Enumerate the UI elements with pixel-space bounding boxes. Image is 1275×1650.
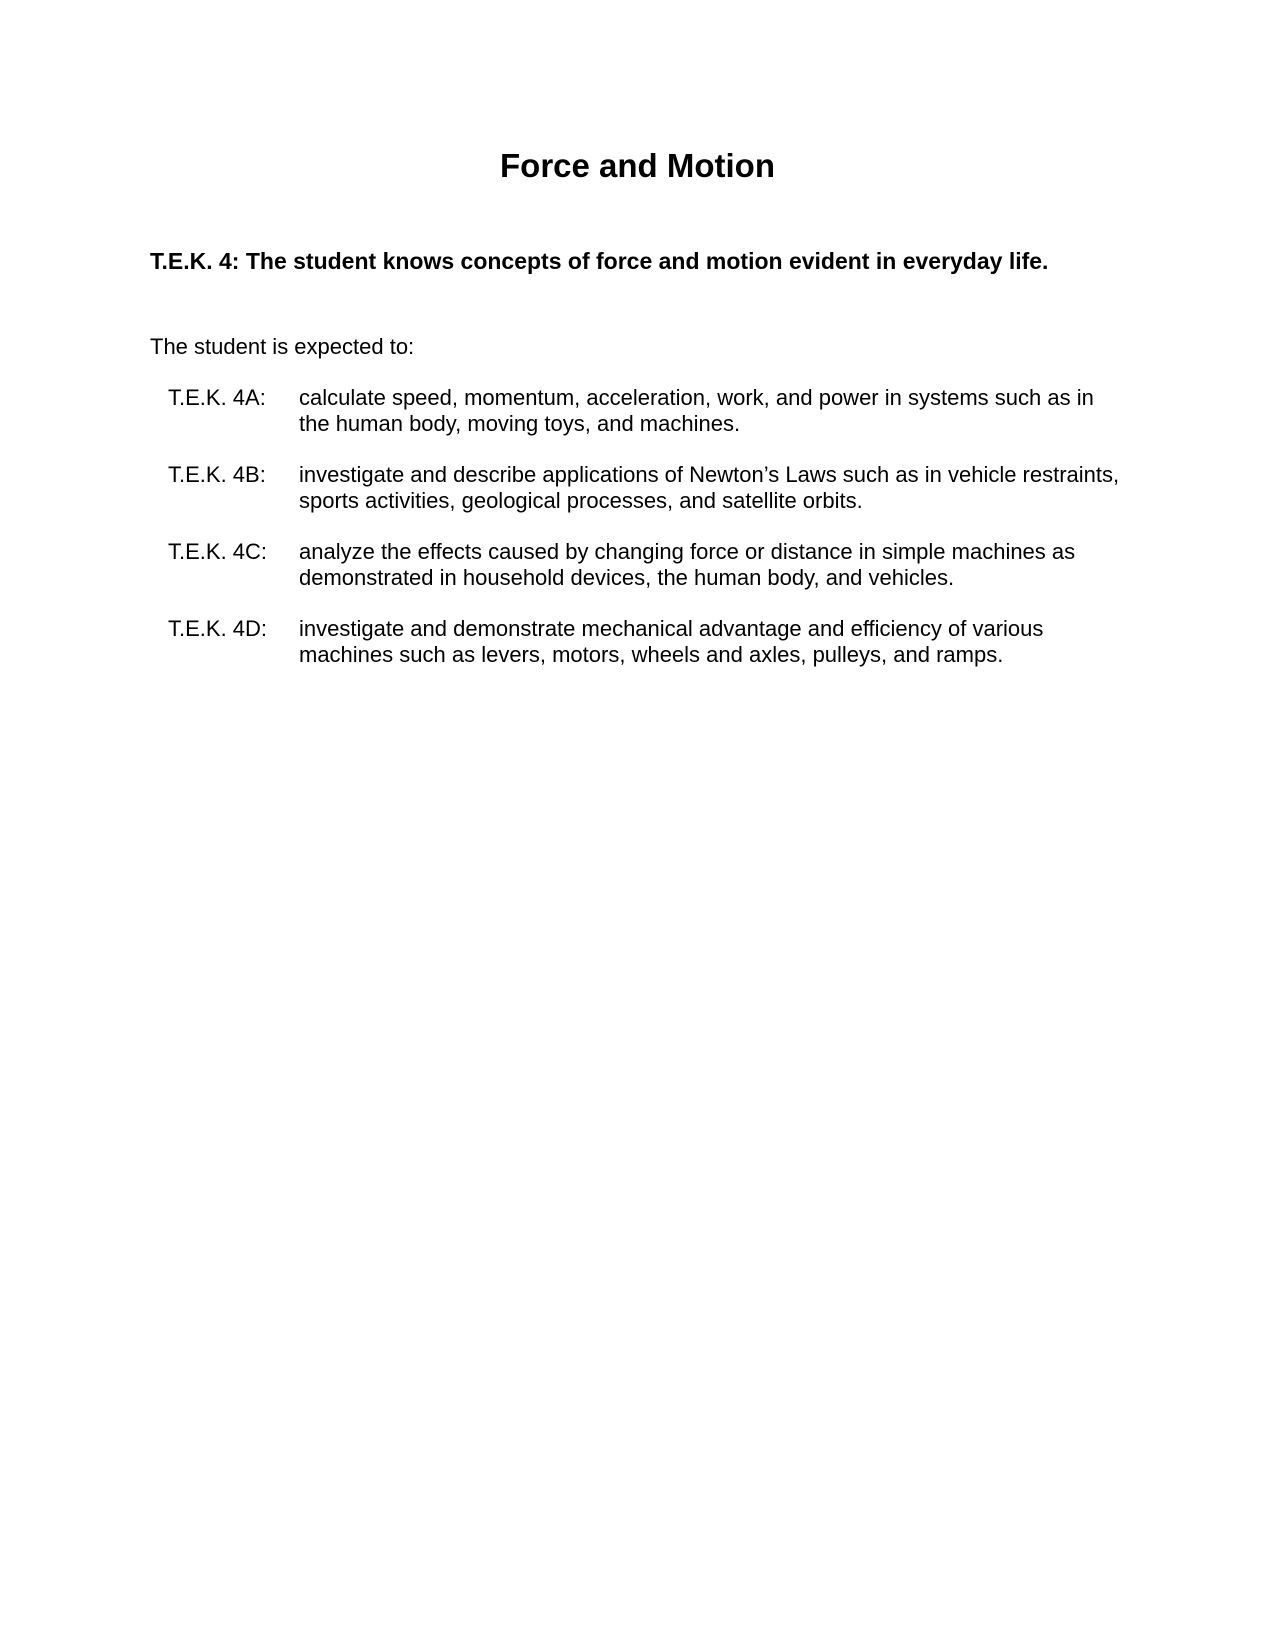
tek-description: investigate and describe applications of Newton’s Laws such as in vehicle restraints, sports activities, geological processes, and satellite orbits. <box>299 462 1120 513</box>
tek-description: analyze the effects caused by changing force or distance in simple machines as demonstrated in household devices, the human body, and vehicles. <box>299 539 1076 590</box>
list-item <box>168 539 1128 591</box>
tek-code: T.E.K. 4C: <box>168 539 268 564</box>
tek-description: investigate and demonstrate mechanical advantage and efficiency of various machines such as levers, motors, wheels and axles, pulleys, and ramps. <box>299 616 1044 667</box>
tek-description: calculate speed, momentum, acceleration, work, and power in systems such as in the human body, moving toys, and machines. <box>299 385 1094 436</box>
list-item <box>168 385 1128 437</box>
tek-code: T.E.K. 4B: <box>168 462 266 487</box>
intro-text: The student is expected to: <box>150 334 415 359</box>
list-item <box>168 462 1128 514</box>
tek-list <box>168 385 1128 693</box>
tek-code: T.E.K. 4A: <box>168 385 266 410</box>
tek-code: T.E.K. 4D: <box>168 616 268 641</box>
section-heading: T.E.K. 4: The student knows concepts of force and motion evident in everyday life. <box>150 248 1049 274</box>
list-item <box>168 616 1128 668</box>
page-title: Force and Motion <box>500 147 775 184</box>
